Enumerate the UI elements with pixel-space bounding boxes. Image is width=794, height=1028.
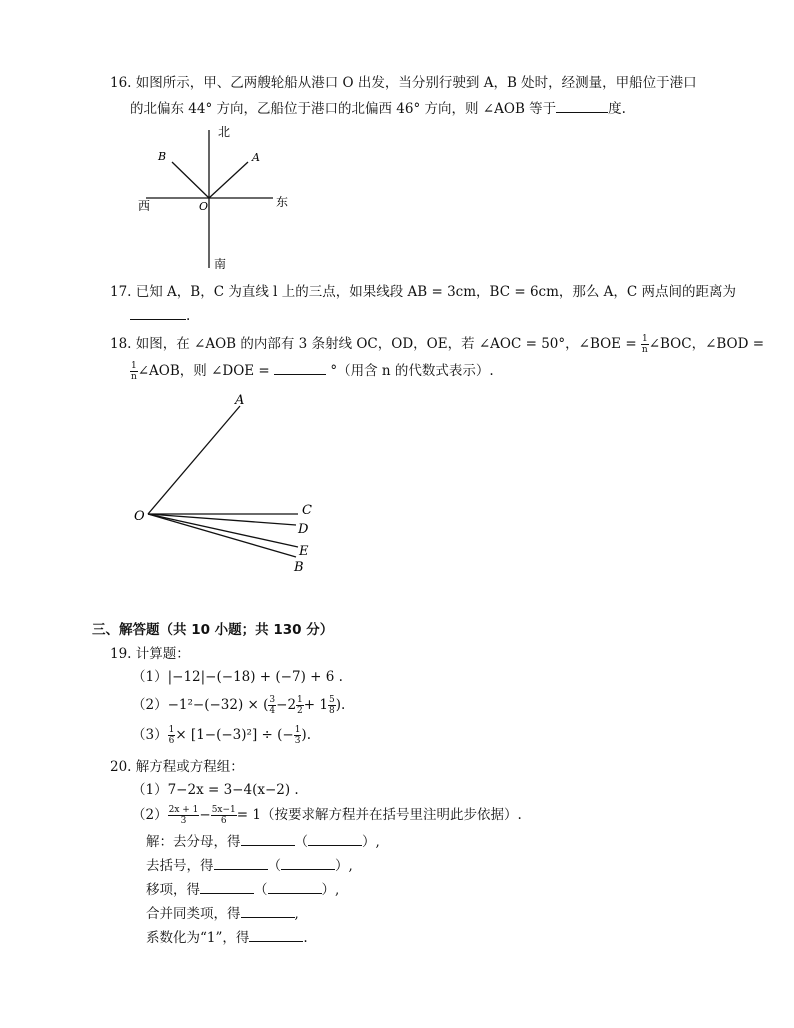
label-e: E <box>299 544 309 559</box>
q19-frac-5-8: $\frac{5}{8}$ <box>328 695 335 716</box>
q20-part-1: （1）7−2x = 3−4(x−2) . <box>132 782 299 798</box>
q19-part-3-b: × [1−(−3)²] ÷ (− <box>175 727 294 743</box>
step-label: 系数化为“1”，得 <box>146 930 250 946</box>
step-label: 去括号，得 <box>146 858 214 874</box>
section-3-heading: 三、解答题（共 10 小题；共 130 分） <box>92 622 334 638</box>
step-reason-blank[interactable] <box>281 856 335 870</box>
label-east: 东 <box>276 195 289 209</box>
q20-frac-1: $\frac{2x + 1}{3}$ <box>168 805 199 826</box>
q20-part-2-a: （2） <box>132 807 168 823</box>
q16-answer-blank[interactable] <box>556 99 608 113</box>
q20-title: 20. 解方程或方程组： <box>110 759 244 775</box>
q20-step-3 <box>146 880 339 899</box>
q20-step-5 <box>146 928 308 947</box>
q19-part-2-c: + 1 <box>303 697 328 713</box>
step-close: ）, <box>362 834 380 850</box>
q19-part-2-b: −2 <box>276 697 297 713</box>
step-end: . <box>303 930 308 946</box>
step-answer-blank[interactable] <box>241 904 295 918</box>
q18-text-4: °（用含 n 的代数式表示）. <box>330 363 494 379</box>
label-a: A <box>235 393 245 408</box>
step-answer-blank[interactable] <box>214 856 268 870</box>
q17-line-2 <box>130 306 190 325</box>
ray-ob <box>148 514 296 557</box>
q20-minus: − <box>199 807 211 823</box>
q17-end: . <box>186 308 191 324</box>
step-label: 合并同类项，得 <box>146 906 241 922</box>
ray-oa <box>148 406 240 514</box>
q18-answer-blank[interactable] <box>274 361 326 375</box>
label-south: 南 <box>214 257 227 271</box>
q18-fraction-2: $\frac{1}{n}$ <box>130 361 137 382</box>
q19-frac-3-4: $\frac{3}{4}$ <box>269 695 276 716</box>
label-d: D <box>298 522 309 537</box>
q20-part-2-b: = 1（按要求解方程并在括号里注明此步依据）. <box>236 807 522 823</box>
q19-part-3 <box>132 725 311 746</box>
step-label: 解：去分母，得 <box>146 834 241 850</box>
q19-part-2-d: ). <box>335 697 346 713</box>
q18-line-2 <box>130 361 494 382</box>
ray-ob <box>172 162 209 198</box>
step-close: ）, <box>321 882 340 898</box>
q19-title: 19. 计算题： <box>110 646 190 662</box>
q18-line-1 <box>110 334 764 355</box>
label-west: 西 <box>138 199 151 213</box>
q17-line-1: 17. 已知 A，B，C 为直线 l 上的三点，如果线段 AB = 3cm，BC = 6cm，那么 A，C 两点间的距离为 <box>110 284 737 300</box>
ray-oa <box>209 162 248 198</box>
step-end: , <box>294 906 299 922</box>
q16-line-1: 16. 如图所示，甲、乙两艘轮船从港口 O 出发，当分别行驶到 A，B 处时，经测量，甲船位于港口 <box>110 75 697 91</box>
q19-part-2-a: （2）−1²−(−32) × ( <box>132 697 269 713</box>
label-o: O <box>199 200 209 213</box>
label-b: B <box>294 560 304 575</box>
q19-frac-1-2: $\frac{1}{2}$ <box>297 695 303 716</box>
q18-text-3: ∠AOB，则 ∠DOE = <box>137 363 270 379</box>
q20-step-2 <box>146 856 353 875</box>
label-o: O <box>134 509 145 524</box>
q16-compass-figure <box>130 122 300 272</box>
q20-step-4 <box>146 904 299 923</box>
q19-frac-1-6: $\frac{1}{6}$ <box>168 725 175 746</box>
step-open: （ <box>254 882 268 898</box>
label-north: 北 <box>218 125 231 139</box>
q20-step-1 <box>146 832 380 851</box>
step-answer-blank[interactable] <box>241 832 295 846</box>
step-answer-blank[interactable] <box>200 880 254 894</box>
q19-part-1: （1）|−12|−(−18) + (−7) + 6 . <box>132 669 343 685</box>
step-answer-blank[interactable] <box>249 928 303 942</box>
step-reason-blank[interactable] <box>268 880 322 894</box>
q18-text-1: 18. 如图，在 ∠AOB 的内部有 3 条射线 OC，OD，OE，若 ∠AOC = 50°，∠BOE = <box>110 336 637 352</box>
q16-line-2 <box>130 99 626 118</box>
step-open: （ <box>294 834 308 850</box>
label-b: B <box>158 150 167 163</box>
step-reason-blank[interactable] <box>308 832 362 846</box>
q17-answer-blank[interactable] <box>130 306 186 320</box>
q16-text: 的北偏东 44° 方向，乙船位于港口的北偏西 46° 方向，则 ∠AOB 等于 <box>130 101 557 117</box>
q18-fraction-1: $\frac{1}{n}$ <box>641 334 648 355</box>
q19-part-3-c: ). <box>301 727 311 743</box>
step-open: （ <box>267 858 281 874</box>
label-a: A <box>252 151 260 164</box>
q16-unit: 度. <box>608 101 626 117</box>
q18-angle-figure <box>128 388 328 578</box>
q20-frac-2: $\frac{5x-1}{6}$ <box>211 805 236 826</box>
step-close: ）, <box>335 858 353 874</box>
q20-part-2 <box>132 805 522 826</box>
step-label: 移项，得 <box>146 882 200 898</box>
q19-frac-1-3: $\frac{1}{3}$ <box>294 725 301 746</box>
q18-text-2: ∠BOC，∠BOD = <box>648 336 765 352</box>
q19-part-2 <box>132 695 345 716</box>
q19-part-3-a: （3） <box>132 727 168 743</box>
label-c: C <box>302 503 312 518</box>
